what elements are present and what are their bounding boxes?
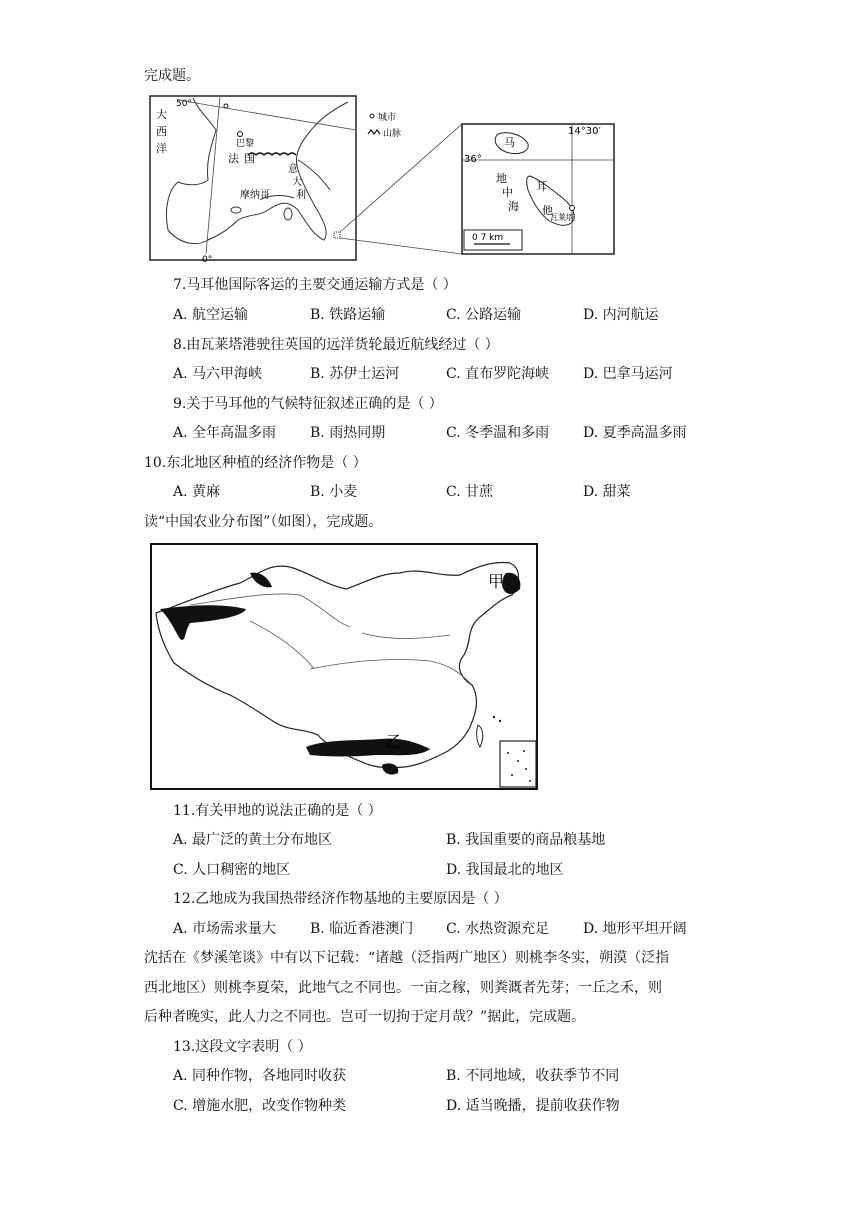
france-char-2: 国	[244, 152, 255, 165]
question-11-option-d[interactable]: D. 我国最北的地区	[446, 862, 564, 878]
question-10-option-d[interactable]: D. 甜菜	[583, 484, 631, 500]
legend-city: 城市	[378, 113, 397, 123]
question-9-option-a[interactable]: A. 全年高温多雨	[173, 425, 277, 441]
passage-line-1: 沈括在《梦溪笔谈》中有以下记载：“诸越（泛指两广地区）则桃李冬实，朔漠（泛指	[144, 950, 670, 966]
question-7-option-c[interactable]: C. 公路运输	[446, 307, 522, 323]
italy-char-3: 利	[296, 190, 306, 201]
italy-char-1: 意	[288, 164, 298, 175]
med-char-2: 中	[502, 186, 513, 199]
question-9-option-b[interactable]: B. 雨热同期	[310, 425, 386, 441]
inset-lat-label: 36°	[464, 154, 482, 165]
question-10-option-a[interactable]: A. 黄麻	[173, 484, 221, 500]
question-9-option-c[interactable]: C. 冬季温和多雨	[446, 425, 550, 441]
italy-char-2: 大	[292, 177, 302, 188]
intro-text-1: 完成题。	[144, 68, 200, 84]
question-12-option-d[interactable]: D. 地形平坦开阔	[583, 921, 687, 937]
lon-0-label: 0°	[202, 255, 213, 265]
passage-line-3: 后种者晚实，此人力之不同也。岂可一切拘于定月哉？”据此，完成题。	[144, 1009, 586, 1025]
valletta-label: 瓦莱塔	[550, 213, 574, 222]
question-7-option-b[interactable]: B. 铁路运输	[310, 307, 386, 323]
malta-char-2: 耳	[536, 180, 547, 193]
question-13-option-c[interactable]: C. 增施水肥，改变作物种类	[173, 1098, 347, 1114]
legend-mountain: 山脉	[383, 129, 402, 139]
inset-lon-label: 14°30′	[568, 126, 601, 137]
question-12-option-c[interactable]: C. 水热资源充足	[446, 921, 550, 937]
question-8-option-a[interactable]: A. 马六甲海峡	[173, 366, 263, 382]
atlantic-char-2: 西	[156, 125, 167, 138]
med-char-1: 地	[496, 172, 507, 185]
malta-char-1: 马	[504, 136, 515, 149]
question-13-option-b[interactable]: B. 不同地域，收获季节不同	[446, 1068, 620, 1084]
question-8-option-d[interactable]: D. 巴拿马运河	[583, 366, 673, 382]
question-9-option-d[interactable]: D. 夏季高温多雨	[583, 425, 687, 441]
question-7-option-a[interactable]: A. 航空运输	[173, 307, 249, 323]
question-13-option-d[interactable]: D. 适当晚播，提前收获作物	[446, 1098, 620, 1114]
lat-50-label: 50°	[176, 99, 192, 109]
china-agriculture-map	[150, 543, 540, 791]
passage-line-2: 西北地区）则桃李夏荣，此地气之不同也。一亩之稼，则粪溉者先芽；一丘之禾，则	[144, 980, 662, 996]
question-8-stem: 8.由瓦莱塔港驶往英国的远洋货轮最近航线经过（ ）	[173, 337, 499, 353]
question-12-stem: 12.乙地成为我国热带经济作物基地的主要原因是（ ）	[173, 891, 508, 907]
question-10-option-b[interactable]: B. 小麦	[310, 484, 358, 500]
malta-char-3: 他	[542, 204, 553, 217]
med-char-3: 海	[508, 200, 519, 213]
question-7-option-d[interactable]: D. 内河航运	[583, 307, 659, 323]
question-11-option-a[interactable]: A. 最广泛的黄土分布地区	[173, 832, 333, 848]
question-9-stem: 9.关于马耳他的气候特征叙述正确的是（ ）	[173, 396, 443, 412]
atlantic-char-3: 洋	[156, 142, 167, 155]
question-7-stem: 7.马耳他国际客运的主要交通运输方式是（ ）	[173, 277, 457, 293]
question-8-option-b[interactable]: B. 苏伊士运河	[310, 366, 400, 382]
france-char-1: 法	[228, 152, 239, 165]
intro-text-2: 读“中国农业分布图”（如图），完成题。	[144, 514, 383, 530]
question-13-option-a[interactable]: A. 同种作物，各地同时收获	[173, 1068, 347, 1084]
monaco-label: 摩纳哥	[240, 190, 270, 201]
question-10-option-c[interactable]: C. 甘蔗	[446, 484, 494, 500]
question-10-stem: 10.东北地区种植的经济作物是（ ）	[144, 455, 367, 471]
question-12-option-a[interactable]: A. 市场需求量大	[173, 921, 277, 937]
question-13-stem: 13.这段文字表明（ ）	[173, 1039, 312, 1055]
atlantic-char-1: 大	[156, 108, 167, 121]
europe-malta-map	[148, 90, 618, 266]
question-8-option-c[interactable]: C. 直布罗陀海峡	[446, 366, 550, 382]
jia-label: 甲	[488, 572, 505, 591]
question-11-option-b[interactable]: B. 我国重要的商品粮基地	[446, 832, 606, 848]
scale-label: 0 7 km	[472, 233, 504, 243]
question-12-option-b[interactable]: B. 临近香港澳门	[310, 921, 414, 937]
question-11-stem: 11.有关甲地的说法正确的是（ ）	[173, 803, 382, 819]
yi-label: 乙	[386, 732, 403, 751]
question-11-option-c[interactable]: C. 人口稠密的地区	[173, 862, 291, 878]
paris-label: 巴黎	[236, 139, 255, 149]
